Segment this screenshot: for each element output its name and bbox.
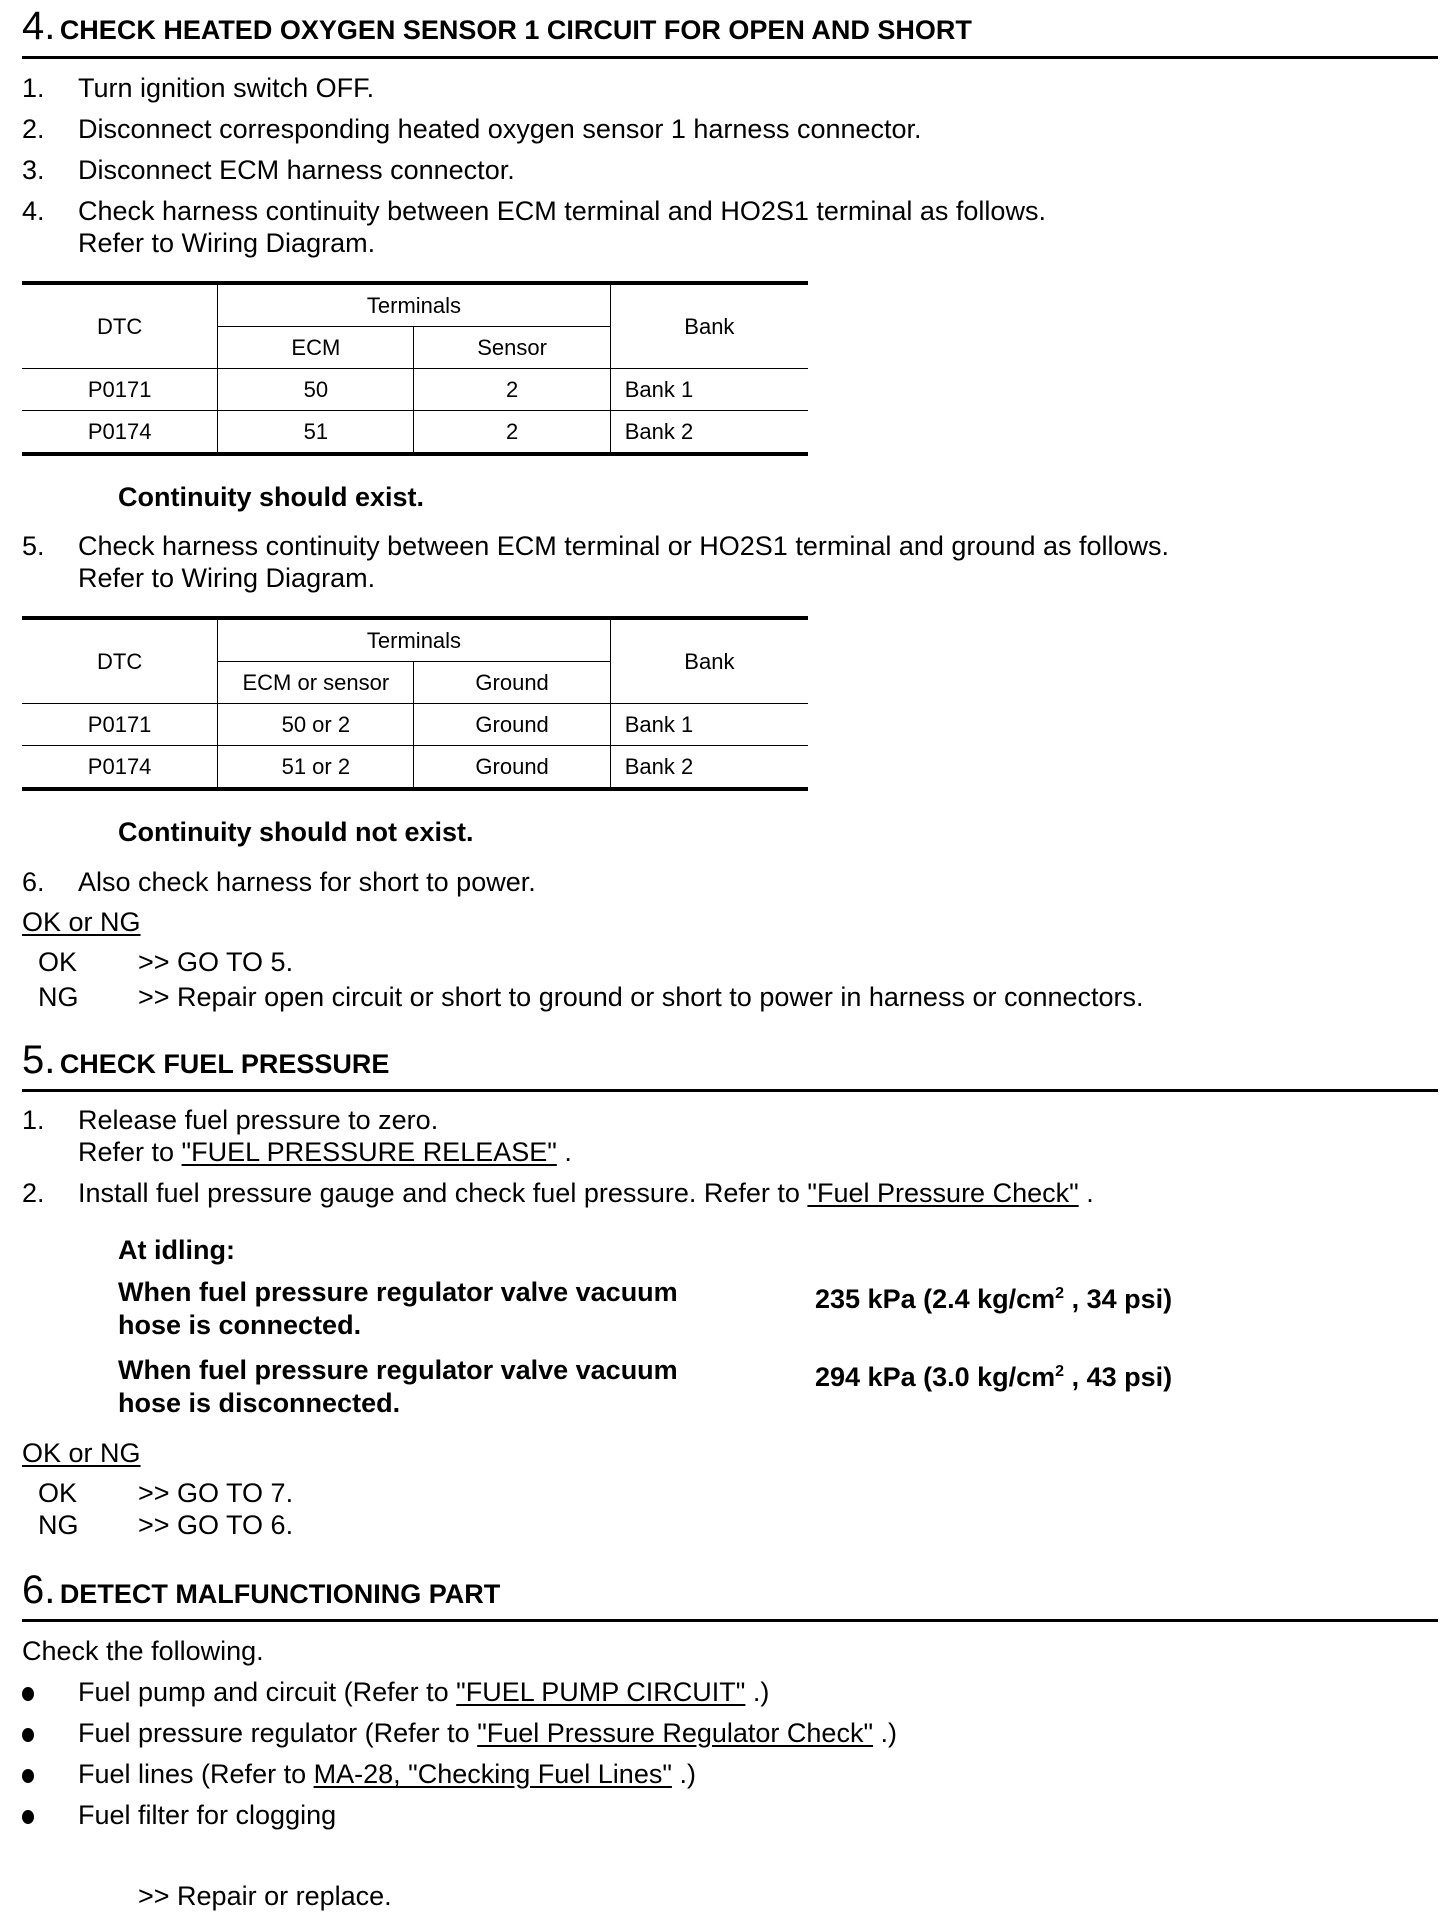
spec-condition: hose is disconnected. xyxy=(118,1388,401,1418)
section-6-header xyxy=(22,1570,500,1610)
spec-value: 294 kPa (3.0 $kg/cm^2$ , 43 psi) xyxy=(815,1362,1173,1392)
list-item: Fuel pressure regulator (Refer to "Fuel Pressure Regulator Check" .) xyxy=(22,1717,897,1749)
table-row: P0171 50 2 Bank 1 xyxy=(22,369,808,411)
section-divider xyxy=(22,1089,1438,1092)
result-note: Continuity should not exist. xyxy=(118,817,474,847)
step-item: 6. Also check harness for short to power. xyxy=(22,867,536,897)
step-item: 1. Turn ignition switch OFF. xyxy=(22,73,375,103)
ok-result: OK >> GO TO 7. xyxy=(38,1478,294,1508)
list-item: Fuel pump and circuit (Refer to "FUEL PUMP CIRCUIT" .) xyxy=(22,1676,769,1708)
bullet-icon xyxy=(22,1810,34,1824)
table-row: P0174 51 2 Bank 2 xyxy=(22,411,808,455)
table-row: P0174 51 or 2 Ground Bank 2 xyxy=(22,746,808,790)
header-bank: Bank xyxy=(610,283,808,369)
fuel-pump-circuit-link[interactable]: "FUEL PUMP CIRCUIT" xyxy=(456,1677,746,1707)
spec-condition: When fuel pressure regulator valve vacuum xyxy=(118,1355,678,1385)
step-item: 2. Disconnect corresponding heated oxygen sensor 1 harness connector. xyxy=(22,114,922,144)
ng-result: NG >> Repair open circuit or short to ground or short to power in harness or connectors. xyxy=(38,982,1144,1012)
step-subtext: Refer to Wiring Diagram. xyxy=(78,563,376,593)
short-to-ground-table xyxy=(22,616,808,791)
step-item: 5. Check harness continuity between ECM terminal or HO2S1 terminal and ground as follows. xyxy=(22,531,1170,561)
spec-condition: hose is connected. xyxy=(118,1310,362,1340)
ok-or-ng-label: OK or NG xyxy=(22,1438,141,1468)
header-ecm-or-sensor: ECM or sensor xyxy=(218,662,414,704)
fuel-pressure-release-link[interactable]: "FUEL PRESSURE RELEASE" xyxy=(181,1137,557,1167)
section-divider xyxy=(22,56,1438,59)
action-text: >> Repair or replace. xyxy=(138,1881,392,1911)
section-divider xyxy=(22,1619,1438,1622)
section-number: 6. xyxy=(22,1568,56,1612)
header-ground: Ground xyxy=(414,662,610,704)
continuity-table xyxy=(22,281,808,456)
bullet-icon xyxy=(22,1728,34,1742)
list-item: Fuel filter for clogging xyxy=(22,1799,336,1831)
table-row: P0171 50 or 2 Ground Bank 1 xyxy=(22,704,808,746)
step-subtext: Refer to "FUEL PRESSURE RELEASE" . xyxy=(78,1137,572,1167)
step-item: 4. Check harness continuity between ECM terminal and HO2S1 terminal as follows. xyxy=(22,196,1046,226)
header-sensor: Sensor xyxy=(414,327,610,369)
intro-text: Check the following. xyxy=(22,1636,264,1666)
spec-heading: At idling: xyxy=(118,1235,235,1265)
spec-condition: When fuel pressure regulator valve vacuum xyxy=(118,1277,678,1307)
header-terminals: Terminals xyxy=(218,283,610,327)
section-4-header xyxy=(22,6,972,46)
fuel-pressure-check-link[interactable]: "Fuel Pressure Check" xyxy=(807,1178,1079,1208)
section-number: 4. xyxy=(22,4,56,48)
section-title: CHECK FUEL PRESSURE xyxy=(59,1049,390,1079)
step-item: 3. Disconnect ECM harness connector. xyxy=(22,155,515,185)
fuel-pressure-regulator-check-link[interactable]: "Fuel Pressure Regulator Check" xyxy=(477,1718,874,1748)
section-5-header xyxy=(22,1040,389,1080)
checking-fuel-lines-link[interactable]: MA-28, "Checking Fuel Lines" xyxy=(313,1759,672,1789)
bullet-icon xyxy=(22,1769,34,1783)
header-dtc: DTC xyxy=(22,618,218,704)
step-item: 1. Release fuel pressure to zero. xyxy=(22,1105,439,1135)
ok-or-ng-label: OK or NG xyxy=(22,907,141,937)
header-dtc: DTC xyxy=(22,283,218,369)
section-number: 5. xyxy=(22,1038,56,1082)
ng-result: NG >> GO TO 6. xyxy=(38,1510,294,1540)
spec-value: 235 kPa (2.4 $kg/cm^2$ , 34 psi) xyxy=(815,1284,1173,1314)
header-ecm: ECM xyxy=(218,327,414,369)
section-title: CHECK HEATED OXYGEN SENSOR 1 CIRCUIT FOR OPEN AND SHORT xyxy=(59,15,972,45)
step-subtext: Refer to Wiring Diagram. xyxy=(78,228,376,258)
header-bank: Bank xyxy=(610,618,808,704)
list-item: Fuel lines (Refer to MA-28, "Checking Fuel Lines" .) xyxy=(22,1758,696,1790)
result-note: Continuity should exist. xyxy=(118,482,425,512)
section-title: DETECT MALFUNCTIONING PART xyxy=(59,1579,501,1609)
header-terminals: Terminals xyxy=(218,618,611,662)
step-item: 2. Install fuel pressure gauge and check fuel pressure. Refer to "Fuel Pressure Check" . xyxy=(22,1178,1094,1208)
ok-result: OK >> GO TO 5. xyxy=(38,947,294,977)
bullet-icon xyxy=(22,1687,34,1701)
